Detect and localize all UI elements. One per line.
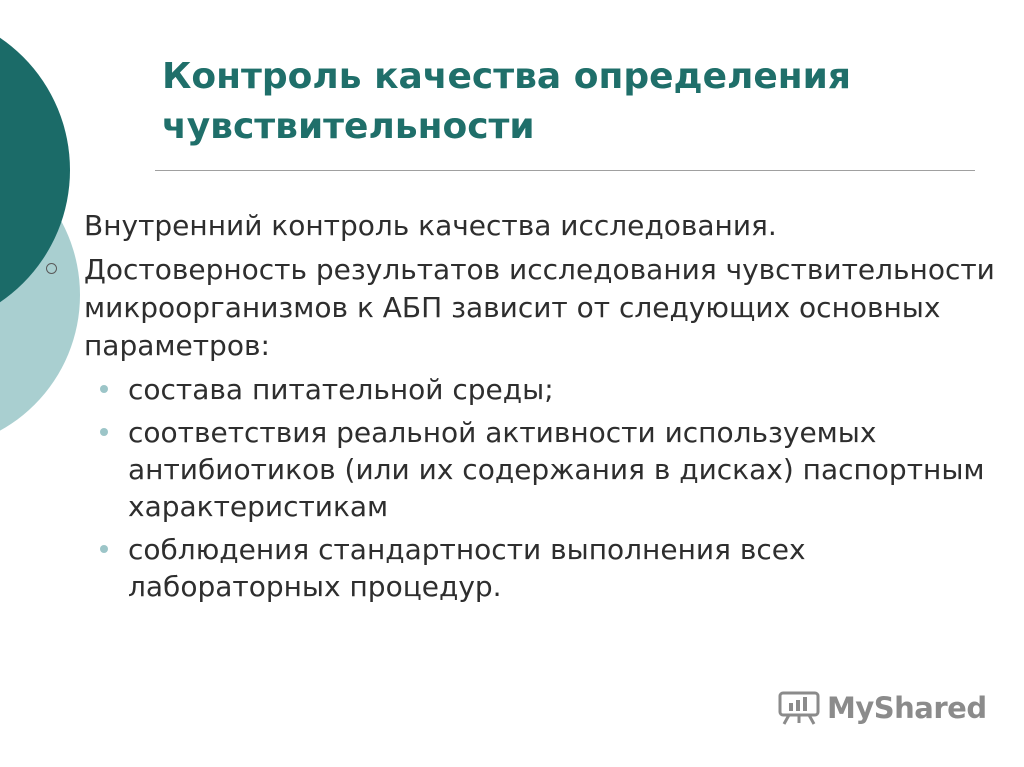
bullet-dot-icon: [100, 545, 108, 553]
paragraph-text: Достоверность результатов исследования чувствительности микроорганизмов к АБП зависит от следующих основных параметров:: [84, 253, 995, 362]
parameter-list: [84, 371, 1009, 605]
list-item-text: соблюдения стандартности выполнения всех лабораторных процедур.: [128, 533, 806, 603]
list-item-text: состава питательной среды;: [128, 373, 554, 406]
list-item: [128, 371, 1009, 408]
title-divider: [155, 170, 975, 171]
paragraph-text: Внутренний контроль качества исследования.: [84, 209, 777, 242]
myshared-watermark: [777, 688, 987, 728]
paragraph-internal-control: [84, 207, 1009, 245]
list-item-text: соответствия реальной активности используемых антибиотиков (или их содержания в дисках) паспортным характеристикам: [128, 416, 985, 523]
slide-title: [162, 52, 982, 152]
presentation-board-icon: [777, 690, 821, 726]
title-line-1: Контроль качества определения: [162, 56, 852, 97]
list-item: [128, 531, 1009, 605]
watermark-text: MyShared: [827, 691, 987, 725]
hollow-circle-icon: [46, 263, 57, 274]
list-item: [128, 414, 1009, 525]
bullet-dot-icon: [100, 385, 108, 393]
bullet-dot-icon: [100, 428, 108, 436]
slide-content: [84, 207, 1009, 611]
paragraph-reliability: [84, 251, 1009, 365]
title-line-2: чувствительности: [162, 106, 535, 147]
